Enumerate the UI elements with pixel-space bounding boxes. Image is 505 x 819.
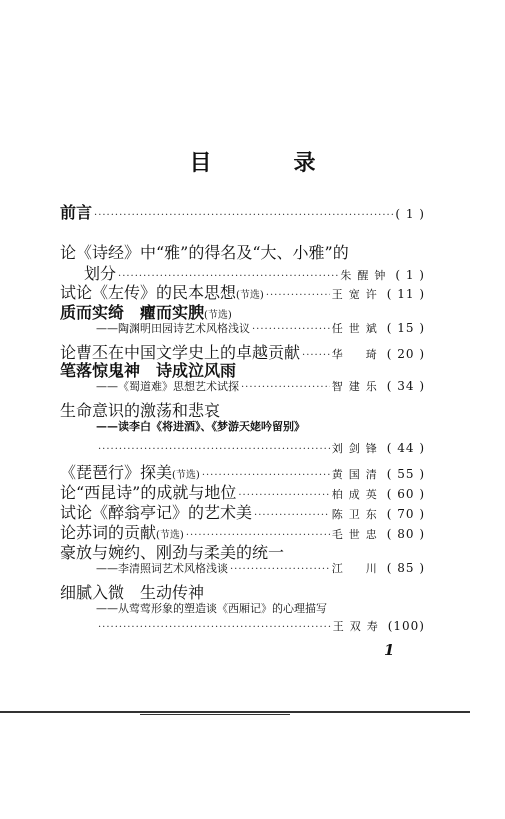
bottom-rule [0, 711, 470, 713]
entry-title: 论苏词的贡献 [60, 523, 157, 542]
entry-author: 陈卫东 [331, 508, 383, 521]
entry-title: 细腻入微 生动传神 [60, 583, 205, 602]
entry-page: ( 1 ) [395, 207, 425, 221]
entry-page: (100) [387, 619, 425, 633]
entry-author: 朱醒钟 [340, 269, 392, 282]
toc-entry [96, 378, 425, 394]
entry-page: ( 34 ) [386, 379, 425, 393]
entry-author: 华 琦 [331, 348, 383, 361]
entry-author: 江 川 [331, 562, 383, 575]
entry-author: 王双寿 [332, 620, 384, 633]
entry-author: 刘剑锋 [331, 442, 383, 455]
entry-page: ( 60 ) [386, 487, 425, 501]
toc-entry [60, 200, 425, 223]
toc-entry [60, 240, 425, 263]
entry-title: 划分 [84, 264, 117, 283]
entry-title: 笔落惊鬼神 诗成泣风雨 [60, 361, 237, 380]
entry-page: ( 85 ) [386, 561, 425, 575]
entry-title: ——读李白《将进酒》、《梦游天姥吟留别》 [96, 420, 305, 433]
toc-entry [96, 440, 425, 456]
entry-note: (节选) [204, 310, 232, 321]
entry-page: ( 1 ) [395, 268, 425, 282]
leader-dots [230, 564, 330, 575]
entry-title: 论曹丕在中国文学史上的卓越贡献 [60, 343, 301, 362]
entry-note: (节选) [236, 290, 264, 301]
entry-title: 试论《左传》的民本思想 [60, 283, 237, 302]
leader-dots [98, 444, 330, 455]
leader-dots [252, 324, 330, 335]
entry-page: ( 80 ) [386, 527, 425, 541]
toc-entry [96, 600, 425, 616]
entry-title: 论“西昆诗”的成就与地位 [60, 483, 237, 502]
entry-author: 王宽许 [331, 288, 383, 301]
page-number: 1 [384, 641, 395, 659]
toc-entry [96, 320, 425, 336]
entry-page: ( 15 ) [386, 321, 425, 335]
leader-dots [241, 382, 330, 393]
entry-page: ( 55 ) [386, 467, 425, 481]
entry-page: ( 11 ) [386, 287, 425, 301]
entry-title: 前言 [60, 203, 93, 222]
leader-dots [98, 622, 331, 633]
entry-author: 毛世忠 [331, 528, 383, 541]
entry-title: 质而实绮 癯而实腴 [60, 303, 205, 322]
entry-note: (节选) [156, 530, 184, 541]
toc-entry [96, 618, 425, 634]
bottom-rule-short [140, 714, 290, 715]
entry-title: ——李清照词艺术风格浅谈 [96, 562, 228, 575]
entry-title: ——陶渊明田园诗艺术风格浅议 [96, 322, 250, 335]
entry-title: 试论《醉翁亭记》的艺术美 [60, 503, 253, 522]
entry-author: 任世斌 [331, 322, 383, 335]
entry-page: ( 20 ) [386, 347, 425, 361]
toc-entry [96, 560, 425, 576]
entry-author: 柏成英 [331, 488, 383, 501]
entry-title: 豪放与婉约、刚劲与柔美的统一 [60, 543, 285, 562]
entry-title: 生命意识的激荡和悲哀 [60, 401, 221, 420]
entry-page: ( 44 ) [386, 441, 425, 455]
page-title: 目 录 [189, 150, 346, 176]
toc-entry [96, 418, 425, 434]
entry-title: ——《蜀道难》思想艺术试探 [96, 380, 239, 393]
leader-dots [94, 210, 393, 221]
entry-title: 《琵琶行》探美 [60, 463, 173, 482]
entry-author: 智建乐 [331, 380, 383, 393]
entry-title: ——从莺莺形象的塑造谈《西厢记》的心理描写 [96, 602, 327, 615]
entry-author: 黄国清 [331, 468, 383, 481]
entry-title: 论《诗经》中“雅”的得名及“大、小雅”的 [60, 243, 349, 262]
entry-page: ( 70 ) [386, 507, 425, 521]
entry-note: (节选) [172, 470, 200, 481]
